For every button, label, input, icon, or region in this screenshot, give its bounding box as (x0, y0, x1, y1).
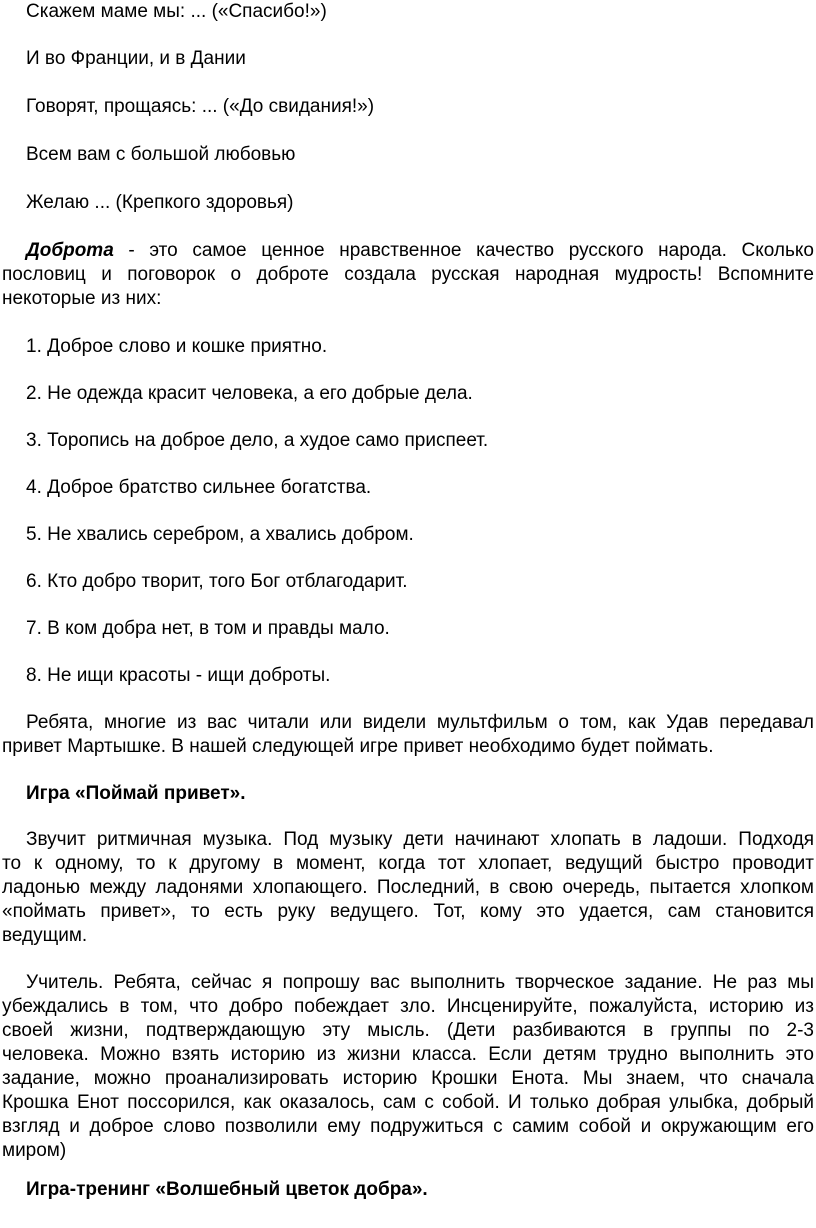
intro-paragraph (2, 711, 814, 759)
poem-line: И во Франции, и в Дании (26, 48, 246, 69)
teacher-line: задание, можно проанализировать историю Крошки Енота. Мы знаем, что сначала (2, 1068, 814, 1089)
proverb-item: 4. Доброе братство сильнее богатства. (26, 477, 372, 498)
poem-line: Скажем маме мы: ... («Спасибо!») (26, 1, 327, 22)
proverb-item: 5. Не хвались серебром, а хвались добром. (26, 524, 414, 545)
kindness-line: пословиц и поговорок о доброте создала русская народная мудрость! Вспомните (2, 264, 814, 285)
teacher-line: Учитель. Ребята, сейчас я попрошу вас выполнить творческое задание. Не раз мы (26, 972, 814, 993)
teacher-paragraph (2, 971, 814, 1163)
teacher-line: убеждались в том, что добро побеждает зло. Инсценируйте, пожалуйста, историю из (2, 996, 814, 1017)
game-title: Игра «Поймай привет». (26, 783, 246, 804)
intro-line: Ребята, многие из вас читали или видели мультфильм о том, как Удав передавал (26, 712, 814, 733)
game-line: то к одному, то к другому в момент, когда тот хлопает, ведущий быстро проводит (2, 853, 814, 874)
intro-line: привет Мартышке. В нашей следующей игре привет необходимо будет поймать. (2, 736, 714, 757)
proverb-item: 2. Не одежда красит человека, а его добрые дела. (26, 383, 473, 404)
proverb-item: 6. Кто добро творит, того Бог отблагодарит. (26, 571, 408, 592)
kindness-term: Доброта (26, 240, 114, 261)
game-paragraph (2, 828, 814, 948)
teacher-line: Крошка Енот поссорился, как оказалось, сам с собой. И только добрая улыбка, добрый (2, 1092, 814, 1113)
poem-line: Всем вам с большой любовью (26, 144, 296, 165)
kindness-line: Доброта - это самое ценное нравственное качество русского народа. Сколько (26, 240, 814, 261)
poem-line: Говорят, прощаясь: ... («До свидания!») (26, 96, 375, 117)
game-line: ведущим. (2, 925, 88, 946)
teacher-line: человека. Можно взять историю из жизни класса. Если детям трудно выполнить это (2, 1044, 814, 1065)
game-line: «поймать привет», то есть руку ведущего. Тот, кому это удается, сам становится (2, 901, 814, 922)
proverb-item: 3. Торопись на доброе дело, а худое само приспеет. (26, 430, 489, 451)
poem-line: Желаю ... (Крепкого здоровья) (26, 192, 294, 213)
game-line: Звучит ритмичная музыка. Под музыку дети начинают хлопать в ладоши. Подходя (26, 829, 814, 850)
proverb-item: 8. Не ищи красоты - ищи доброты. (26, 665, 331, 686)
teacher-line: своей жизни, подтверждающую эту мысль. (Дети разбиваются в группы по 2-3 (2, 1020, 814, 1041)
kindness-line: некоторые из них: (2, 288, 162, 309)
proverb-item: 1. Доброе слово и кошке приятно. (26, 336, 328, 357)
proverb-item: 7. В ком добра нет, в том и правды мало. (26, 618, 390, 639)
game-line: ладонью между ладонями хлопающего. Последний, в свою очередь, пытается хлопком (2, 877, 814, 898)
teacher-line: взгляд и доброе слово позволили ему подружиться с самим собой и окружающим его (2, 1116, 814, 1137)
kindness-paragraph (2, 239, 814, 311)
training-title: Игра-тренинг «Волшебный цветок добра». (26, 1179, 428, 1200)
teacher-line: миром) (2, 1140, 67, 1161)
